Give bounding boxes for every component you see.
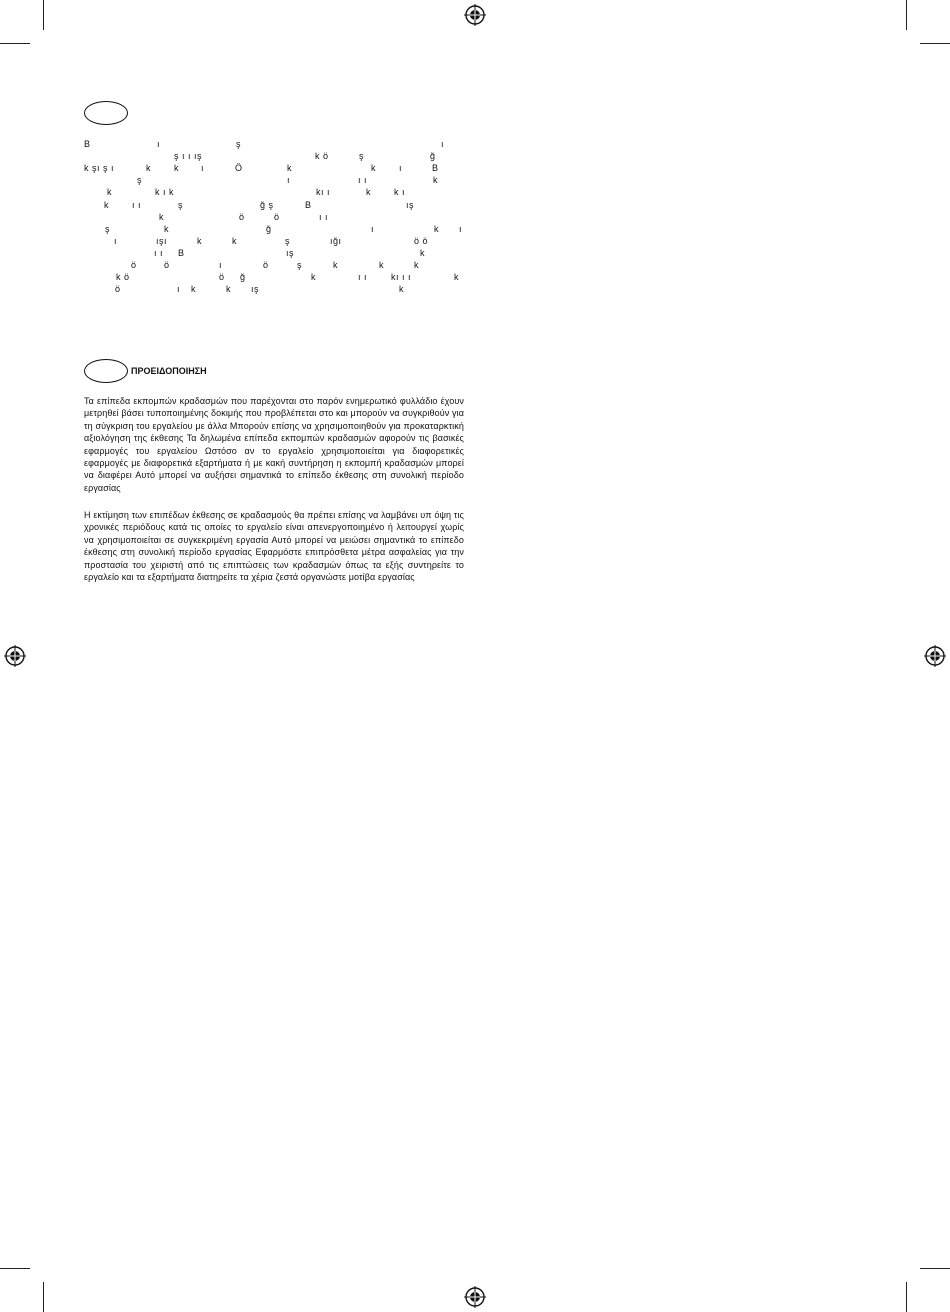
fragment-glyphs: ş ı ı ış [174,151,203,162]
fragment-glyphs: ığı [330,235,342,246]
crop-mark [906,1282,907,1312]
fragment-glyphs: k [191,284,196,295]
fragment-glyphs: k şı ş ı [84,163,115,174]
fragment-glyphs: B [84,139,91,149]
fragment-line [84,223,464,235]
fragment-glyphs: k [414,260,419,270]
fragment-glyphs: ş [236,139,241,149]
fragment-glyphs: ı [157,139,161,149]
fragment-glyphs: k ö [116,272,130,283]
fragment-line [84,259,464,271]
warning-heading: ΠΡΟΕΙΔΟΠΟΙΗΣΗ [131,366,207,376]
fragment-glyphs: ö ö [414,235,429,246]
fragment-line [84,283,464,295]
fragment-glyphs: ö [131,260,137,270]
fragment-glyphs: k [159,211,164,222]
crop-mark [920,1268,950,1269]
fragment-glyphs: ş [105,223,110,234]
fragment-line [84,247,464,259]
fragment-glyphs: ı [399,163,403,174]
fragment-glyphs: k [232,235,237,246]
fragment-glyphs: ğ [240,272,246,283]
fragment-glyphs: ı ı [358,175,368,186]
fragment-glyphs: ö [274,211,280,222]
language-badge-oval [84,359,128,383]
fragment-glyphs: k [174,163,179,174]
crop-mark [920,43,950,44]
fragment-glyphs: k [366,187,371,198]
fragment-line [84,162,464,174]
fragment-glyphs: kı ı ı [391,272,412,283]
fragment-glyphs: k [287,163,292,174]
fragment-glyphs: ı [371,223,375,234]
fragment-glyphs: ı [287,175,291,186]
language-badge-oval [84,101,128,125]
crop-mark [906,0,907,30]
fragment-glyphs: ı [219,260,223,270]
fragment-line [84,211,464,223]
fragment-line [84,199,464,211]
fragment-line [84,150,464,162]
fragment-line [84,271,464,283]
crop-mark [0,1268,30,1269]
fragment-glyphs: k [379,260,384,270]
fragment-glyphs: k [434,223,439,234]
registration-mark-icon [464,1286,486,1308]
fragment-glyphs: ış [406,199,415,210]
fragment-line [84,174,464,186]
fragment-glyphs: ş [285,235,290,246]
crop-mark [43,0,44,30]
fragment-glyphs: k [454,272,459,283]
fragment-line [84,138,464,150]
fragment-glyphs: k ı k [155,187,175,198]
fragment-glyphs: ı [177,284,181,295]
fragment-glyphs: Ö [235,163,243,174]
fragment-glyphs: ö [164,260,170,270]
fragment-glyphs: k ı [394,187,406,198]
fragment-glyphs: ö [115,284,121,295]
fragment-glyphs: kı ı [316,187,331,198]
fragment-glyphs: ı ı [358,272,368,283]
fragment-glyphs: ş [137,175,142,186]
fragment-glyphs: k [311,272,316,283]
fragment-glyphs: k [104,199,109,210]
fragment-glyphs: ğ [430,151,436,162]
fragment-glyphs: k [226,284,231,295]
fragment-glyphs: B [178,247,185,258]
fragment-glyphs: ış [286,247,295,258]
fragment-glyphs: ışı [156,235,168,246]
fragment-glyphs: ı [201,163,205,174]
fragment-glyphs: k [371,163,376,174]
warning-paragraph: Η εκτίμηση των επιπέδων έκθεσης σε κραδασμούς θα πρέπει επίσης να λαμβάνει υπ όψη τις χρονικές περιόδους κατά τις οποίες το εργαλείο είναι απενεργοποιημένο ή λειτουργεί χωρίς να χρησιμοποιείται σε συγκεκριμένη εργασία Αυτό μπορεί να μειώσει σημαντικά το επίπεδο έκθεσης στη συνολική περίοδο εργασίας Εφαρμόστε επιπρόσθετα μέτρα ασφαλείας για την προστασία του χειριστή από τις επιπτώσεις των κραδασμών όπως τα εξής συντηρείτε το εργαλείο και τα εξαρτήματα διατηρείτε τα χέρια ζεστά οργανώστε μοτίβα εργασίας [84,510,464,583]
registration-mark-icon [464,4,486,26]
fragment-glyphs: k [197,235,202,246]
fragment-glyphs: ğ ş [260,199,274,210]
fragment-glyphs: ı [441,139,445,149]
registration-mark-icon [924,645,946,667]
fragment-glyphs: ğ [266,223,272,234]
fragment-glyphs: ı [114,235,118,246]
fragment-glyphs: k [420,247,425,258]
fragment-glyphs: k [107,187,112,198]
crop-mark [0,43,30,44]
fragment-glyphs: k [146,163,151,174]
fragment-glyphs: ış [251,284,260,295]
fragment-glyphs: ö [263,260,269,270]
fragment-glyphs: k [433,175,438,186]
fragment-glyphs: ö [239,211,245,222]
fragment-line [84,186,464,198]
fragment-glyphs: k [164,223,169,234]
fragment-glyphs: ö [219,272,225,283]
fragment-glyphs: B [305,199,312,210]
fragment-glyphs: ş [359,151,364,162]
fragment-glyphs: k [399,284,404,295]
fragment-glyphs: ş [178,199,183,210]
fragment-glyphs: ı ı [154,247,164,258]
fragment-glyphs: ş [297,260,302,270]
crop-mark [43,1282,44,1312]
fragment-glyphs: k [333,260,338,270]
registration-mark-icon [4,645,26,667]
fragment-glyphs: B [432,163,439,174]
fragment-glyphs: k ö [315,151,329,162]
fragment-glyphs: ı ı [132,199,142,210]
fragment-line [84,235,464,247]
fragment-glyphs: ı ı [319,211,329,222]
fragment-glyphs: ı [459,223,463,234]
warning-paragraph: Τα επίπεδα εκπομπών κραδασμών που παρέχονται στο παρόν ενημερωτικό φυλλάδιο έχουν μετρηθεί βάσει τυποποιημένης δοκιμής που προβλέπεται στο και μπορούν να συγκριθούν για τη σύγκριση του εργαλείου με άλλα Μπορούν επίσης να χρησιμοποιηθούν για προκαταρκτική αξιολόγηση της έκθεσης Τα δηλωμένα επίπεδα εκπομπών κραδασμών αφορούν τις βασικές εφαρμογές του εργαλείου Ωστόσο αν το εργαλείο χρησιμοποιείται για διαφορετικές εφαρμογές με διαφορετικά εξαρτήματα ή με κακή συντήρηση η εκπομπή κραδασμών μπορεί να διαφέρει Αυτό μπορεί να αυξήσει σημαντικά το επίπεδο έκθεσης στη συνολική περίοδο εργασίας [84,396,464,493]
